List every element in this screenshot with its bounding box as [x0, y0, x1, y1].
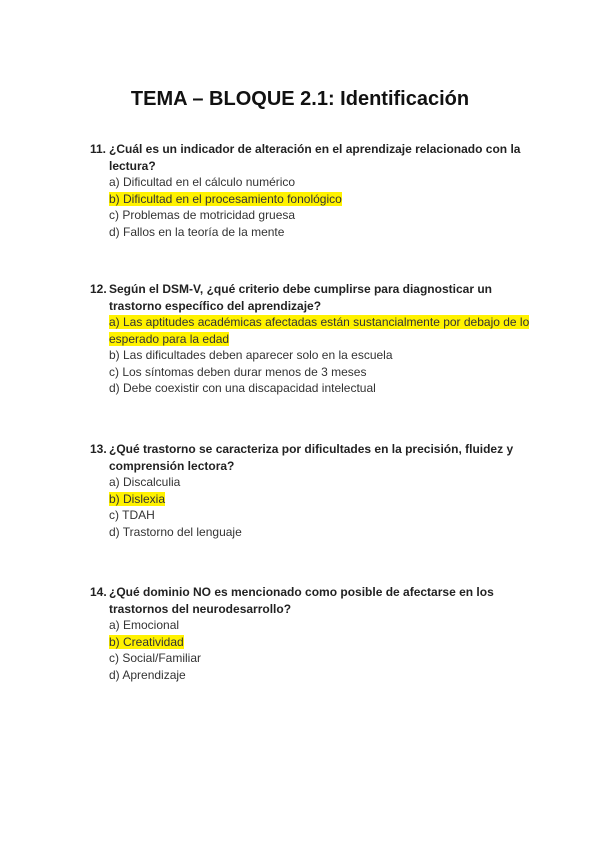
option-c [109, 364, 530, 381]
question-number: 14. [90, 585, 107, 599]
option-label: b) Dificultad en el procesamiento fonológico [109, 191, 342, 206]
option-b [109, 491, 530, 508]
question-header [90, 584, 530, 617]
option-label: b) Las dificultades deben aparecer solo en la escuela [109, 348, 393, 362]
page-title: TEMA – BLOQUE 2.1: Identificación [130, 88, 470, 110]
question-number: 13. [90, 442, 107, 456]
question-text: ¿Qué trastorno se caracteriza por dificultades en la precisión, fluidez y comprensión lectora? [109, 442, 514, 473]
option-label: b) Creatividad [109, 634, 184, 649]
option-label: c) Los síntomas deben durar menos de 3 meses [109, 364, 367, 379]
option-label: d) Aprendizaje [109, 667, 186, 682]
options-list [109, 314, 530, 397]
question-text: Según el DSM-V, ¿qué criterio debe cumplirse para diagnosticar un trastorno específico del aprendizaje? [109, 282, 492, 313]
option-b [109, 191, 530, 208]
question-text: ¿Qué dominio NO es mencionado como posible de afectarse en los trastornos del neurodesarrollo? [109, 585, 494, 616]
option-c [109, 207, 530, 224]
option-a [109, 314, 530, 347]
options-list [109, 617, 530, 683]
option-a [109, 617, 530, 634]
option-label: a) Emocional [109, 618, 180, 632]
option-a [109, 174, 530, 191]
question-11 [90, 141, 530, 240]
option-d [109, 524, 530, 541]
question-text: ¿Cuál es un indicador de alteración en el aprendizaje relacionado con la lectura? [109, 142, 521, 173]
option-d [109, 224, 530, 241]
option-label: a) Discalculia [109, 475, 181, 489]
option-c [109, 650, 530, 667]
question-header [90, 441, 530, 474]
question-number: 11. [90, 142, 107, 156]
option-label: a) Las aptitudes académicas afectadas están sustancialmente por debajo de lo esperado para la edad [109, 315, 530, 346]
option-label: d) Trastorno del lenguaje [109, 524, 242, 539]
question-12 [90, 281, 530, 397]
option-label: c) Problemas de motricidad gruesa [109, 208, 296, 222]
question-14 [90, 584, 530, 683]
question-header [90, 281, 530, 314]
option-label: d) Fallos en la teoría de la mente [109, 224, 285, 239]
option-label: a) Dificultad en el cálculo numérico [109, 175, 296, 189]
option-label: b) Dislexia [109, 491, 166, 506]
options-list [109, 474, 530, 540]
question-header [90, 141, 530, 174]
option-b [109, 347, 530, 364]
options-list [109, 174, 530, 240]
question-13 [90, 441, 530, 540]
option-label: c) Social/Familiar [109, 651, 202, 665]
option-label: c) TDAH [109, 508, 155, 522]
option-d [109, 667, 530, 684]
question-number: 12. [90, 282, 107, 296]
option-label: d) Debe coexistir con una discapacidad intelectual [109, 381, 376, 395]
option-a [109, 474, 530, 491]
option-c [109, 507, 530, 524]
option-b [109, 634, 530, 651]
option-d [109, 380, 530, 397]
